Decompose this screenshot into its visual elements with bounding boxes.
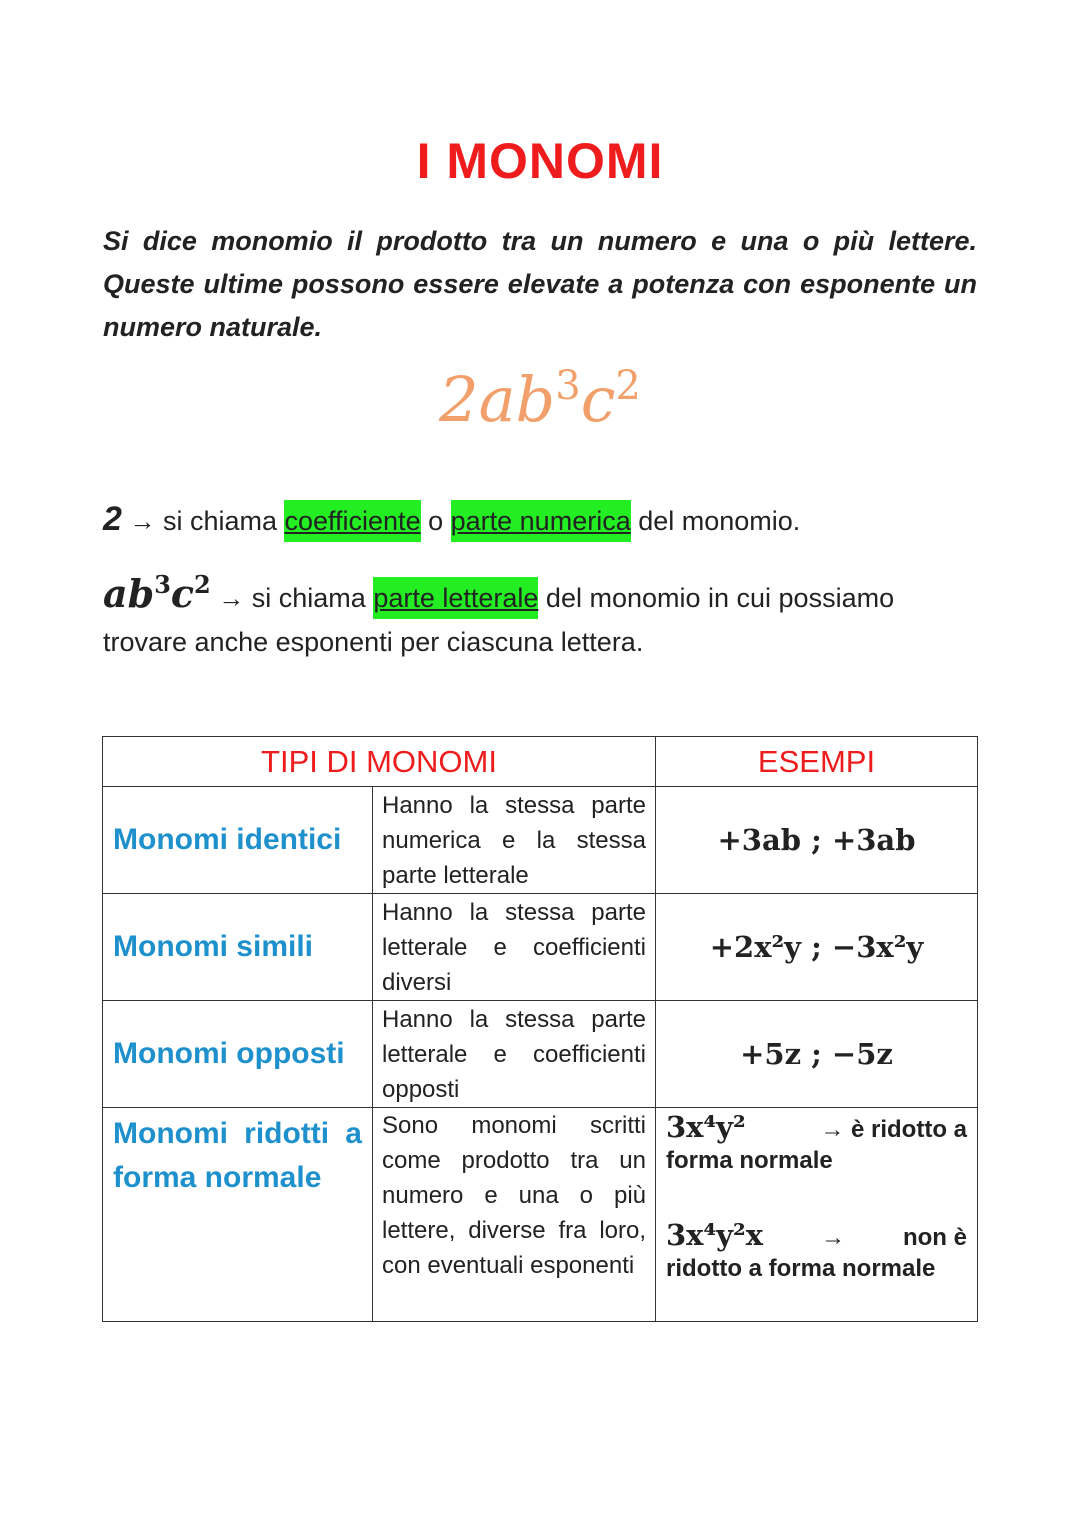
- highlight-parte-letterale: parte letterale: [373, 577, 538, 619]
- example-simili: +2x²y ; −3x²y: [656, 894, 978, 1001]
- highlight-parte-numerica: parte numerica: [451, 500, 631, 542]
- table-row: [103, 1108, 978, 1322]
- coefficient-explanation: 2 → si chiama coefficiente o parte numerica del monomio.: [103, 497, 977, 543]
- table-row: [103, 894, 978, 1001]
- desc-ridotti: Sono monomi scritti come prodotto tra un numero e una o più lettere, diverse fra loro, con eventuali esponenti: [373, 1108, 656, 1322]
- desc-opposti: Hanno la stessa parte letterale e coefficienti opposti: [373, 1001, 656, 1108]
- table-row: [103, 787, 978, 894]
- type-opposti: Monomi opposti: [103, 1001, 373, 1108]
- example-opposti: +5z ; −5z: [656, 1001, 978, 1108]
- table-header-row: [103, 737, 978, 787]
- literal-part-formula: $ab^3c^2$: [103, 570, 211, 616]
- monomial-definition: Si dice monomio il prodotto tra un numero e una o più lettere. Queste ultime possono essere elevate a potenza con esponente un numero naturale.: [103, 226, 977, 342]
- literal-part-explanation: $ab^3c^2$ → si chiama parte letterale del monomio in cui possiamo trovare anche esponenti per ciascuna lettera.: [103, 570, 895, 657]
- monomial-types-table: [102, 736, 978, 1322]
- desc-identici: Hanno la stessa parte numerica e la stessa parte letterale: [373, 787, 656, 894]
- highlight-coefficiente: coefficiente: [284, 500, 420, 542]
- header-esempi: ESEMPI: [656, 737, 978, 787]
- example-not-normal-form: 3x⁴y²x: [666, 1218, 764, 1252]
- example-normal-form: 3x⁴y²: [666, 1110, 746, 1144]
- type-ridotti: Monomi ridotti a forma normale: [103, 1108, 373, 1322]
- table-row: [103, 1001, 978, 1108]
- header-tipi-di-monomi: TIPI DI MONOMI: [103, 737, 656, 787]
- type-identici: Monomi identici: [103, 787, 373, 894]
- example-monomial: $2ab^3c^2$: [439, 363, 641, 436]
- example-ridotti: 3x⁴y² → è ridotto a forma normale 3x⁴y²x → non è ridotto a forma normale: [656, 1108, 978, 1322]
- type-simili: Monomi simili: [103, 894, 373, 1001]
- desc-simili: Hanno la stessa parte letterale e coefficienti diversi: [373, 894, 656, 1001]
- example-identici: +3ab ; +3ab: [656, 787, 978, 894]
- page-title: I MONOMI: [416, 133, 664, 189]
